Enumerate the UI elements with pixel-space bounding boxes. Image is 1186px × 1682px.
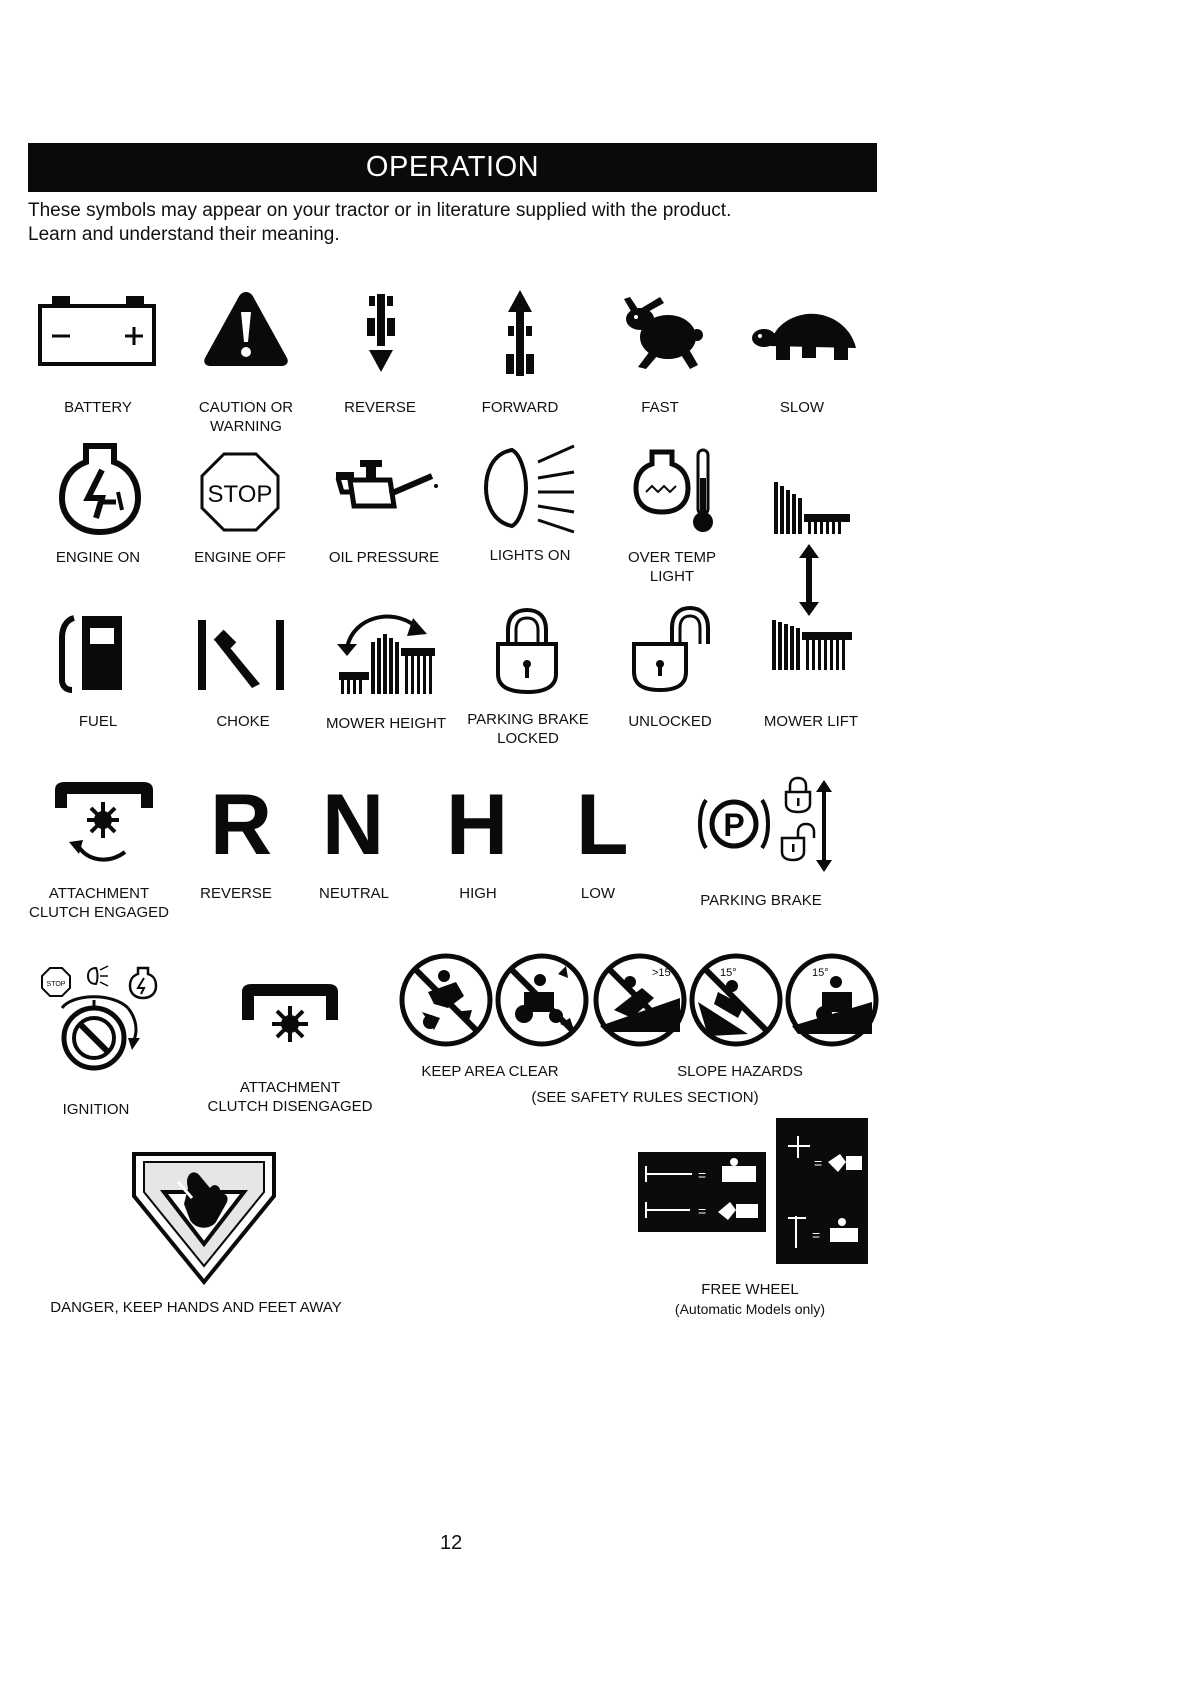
- free-wheel-label-2: (Automatic Models only): [674, 1301, 826, 1317]
- reverse-arrow-icon: [361, 292, 401, 376]
- ignition-label: IGNITION: [62, 1101, 130, 1118]
- unlocked-label: UNLOCKED: [628, 713, 712, 730]
- keep-area-clear-icon-2: [494, 952, 590, 1048]
- gear-reverse-label: REVERSE: [200, 885, 272, 902]
- engine-on-label: ENGINE ON: [55, 549, 141, 566]
- ignition-icon: [32, 958, 172, 1078]
- caution-label: CAUTION OR: [198, 399, 294, 416]
- keep-area-clear-label: KEEP AREA CLEAR: [421, 1063, 559, 1080]
- hand-warning-icon: [130, 1148, 278, 1286]
- choke-icon: [194, 618, 290, 692]
- forward-arrow-icon: [500, 290, 540, 380]
- gear-letter-neutral: N: [322, 777, 385, 873]
- gear-letter-low: L: [576, 777, 629, 873]
- caution-label-2: WARNING: [210, 418, 282, 435]
- choke-label: CHOKE: [216, 713, 270, 730]
- gear-neutral-label: NEUTRAL: [318, 885, 389, 902]
- free-wheel-panel-right: [776, 1118, 868, 1264]
- engine-on-icon: [58, 440, 142, 536]
- battery-icon: [38, 296, 158, 368]
- svg-text:STOP: STOP: [207, 481, 273, 508]
- gear-letter-reverse: R: [210, 777, 273, 873]
- battery-label: BATTERY: [64, 399, 132, 416]
- rabbit-icon: [620, 295, 708, 373]
- slope-hazard-icon-3: [784, 952, 880, 1048]
- oil-can-icon: [332, 458, 440, 524]
- mower-lift-icon: [770, 478, 856, 670]
- parking-brake-label: PARKING BRAKE: [700, 892, 822, 909]
- headlight-icon: [482, 442, 582, 534]
- svg-text:=: =: [698, 1167, 707, 1183]
- slope-hazard-icon-1: [592, 952, 688, 1048]
- forward-label: FORWARD: [481, 399, 559, 416]
- fast-label: FAST: [641, 399, 679, 416]
- mower-height-icon: [335, 604, 439, 696]
- section-header-banner: [28, 143, 877, 192]
- fuel-label: FUEL: [78, 713, 118, 730]
- engine-off-label: ENGINE OFF: [194, 549, 286, 566]
- over-temp-label: OVER TEMP: [627, 549, 717, 566]
- over-temp-label-2: LIGHT: [649, 568, 695, 585]
- clutch-disengaged-label-2: CLUTCH DISENGAGED: [207, 1098, 373, 1115]
- clutch-disengaged-icon: [240, 982, 340, 1048]
- svg-text:=: =: [812, 1227, 821, 1243]
- gear-low-label: LOW: [580, 885, 616, 902]
- caution-warning-icon: [203, 290, 289, 368]
- page-number: 12: [440, 1532, 463, 1554]
- slope-hazards-label: SLOPE HAZARDS: [677, 1063, 803, 1080]
- danger-label: DANGER, KEEP HANDS AND FEET AWAY: [50, 1299, 342, 1316]
- clutch-engaged-label: ATTACHMENT: [48, 885, 150, 902]
- lock-closed-icon: [494, 608, 560, 694]
- slow-label: SLOW: [779, 399, 825, 416]
- svg-text:>15°: >15°: [652, 967, 676, 979]
- clutch-disengaged-label: ATTACHMENT: [239, 1079, 341, 1096]
- svg-text:P: P: [723, 807, 745, 843]
- lock-open-icon: [632, 606, 712, 692]
- intro-line-1: These symbols may appear on your tractor or in literature supplied with the product.: [28, 200, 732, 221]
- svg-text:=: =: [814, 1155, 823, 1171]
- intro-line-2: Learn and understand their meaning.: [28, 224, 340, 245]
- svg-text:=: =: [698, 1203, 707, 1219]
- parking-brake-locked-label-2: LOCKED: [497, 730, 559, 747]
- clutch-engaged-label-2: CLUTCH ENGAGED: [28, 904, 170, 921]
- turtle-icon: [752, 310, 860, 366]
- free-wheel-panel-left: [638, 1152, 766, 1232]
- svg-text:15°: 15°: [720, 967, 737, 979]
- section-title: OPERATION: [365, 151, 540, 183]
- gear-high-label: HIGH: [459, 885, 497, 902]
- keep-area-clear-icon-1: [398, 952, 494, 1048]
- lights-on-label: LIGHTS ON: [489, 547, 571, 564]
- fuel-pump-icon: [60, 614, 126, 692]
- parking-brake-locked-label: PARKING BRAKE: [467, 711, 589, 728]
- parking-brake-icon: [698, 778, 838, 874]
- clutch-engaged-icon: [53, 780, 155, 870]
- oil-pressure-label: OIL PRESSURE: [328, 549, 440, 566]
- gear-letter-high: H: [446, 777, 509, 873]
- mower-lift-label: MOWER LIFT: [763, 713, 859, 730]
- slope-hazard-icon-2: [688, 952, 784, 1048]
- svg-text:STOP: STOP: [46, 981, 66, 988]
- safety-rules-note: (SEE SAFETY RULES SECTION): [531, 1089, 759, 1106]
- free-wheel-label: FREE WHEEL: [701, 1281, 799, 1298]
- mower-height-label: MOWER HEIGHT: [326, 715, 446, 732]
- reverse-label: REVERSE: [344, 399, 416, 416]
- svg-text:15°: 15°: [812, 967, 829, 979]
- stop-sign-icon: [200, 452, 280, 532]
- thermometer-icon: [636, 448, 716, 534]
